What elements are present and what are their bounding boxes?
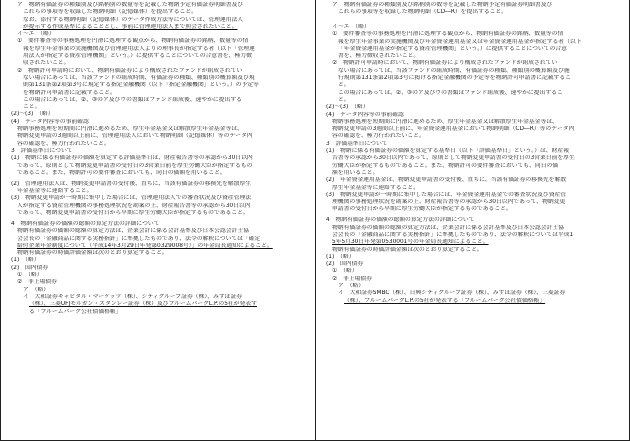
text-line: この場合にあっては、②、③のア及びウの書類はファンド組成後、速やかに提出する bbox=[23, 96, 242, 103]
text-line: 報を厚生年金事業の実施機関及び年金資金運用基金又は年金資金運用基金が指定する者（以下 bbox=[338, 38, 582, 45]
text-line: ① （略） bbox=[332, 268, 358, 275]
text-line: 物納事務処理を短期間に円滑に進めるため、厚生年金基金又は解散厚生年金基金等は、 bbox=[17, 126, 243, 133]
text-line: 物納有価証券の時価評価金額は次のとおり算定すること。 bbox=[332, 246, 483, 253]
text-line: (1) （略） bbox=[11, 257, 40, 264]
text-line: (4) データ内容等の事前確認 bbox=[326, 111, 404, 118]
text-line: (3) 物納変更申請が一時期に集中した場合には、年金資金運用基金での審査状況及び資産管 bbox=[326, 191, 567, 198]
text-line: る「ブルームバーグ公社債価格帳」 bbox=[29, 308, 122, 315]
text-line: 5年5月30日年発第0530001号の年金局長通知によること。 bbox=[332, 239, 489, 246]
text-line: 申請書の受付日から早期に厚生労働大臣が指定するものであること。 bbox=[332, 206, 512, 213]
text-line: ② 物納許可申請時において、物納有価証券により構成されたファンドが組成されてい bbox=[17, 67, 243, 74]
text-line: (1) 物納に係る有価証券の価額を算定する基準日（以下「評価基準日」という。）は、財産報 bbox=[326, 148, 569, 155]
text-line: 書を、極力徴収されたいこと。 bbox=[338, 53, 420, 60]
current-text-column bbox=[316, 0, 630, 440]
text-line: 人が指定する資産管理機関の事務処理状況を勘案の上、財産報告書等の承認から30日以内 bbox=[17, 202, 251, 209]
text-line: 額を用いること。 bbox=[332, 169, 379, 176]
text-line: 告書等の承認から30日以内であって、原則として物納変更申請書の受付日の3営業日前を厚生 bbox=[332, 155, 575, 162]
text-line: 則第131条第2項第3号に規定する指定金融機関（以下「指定金融機関」という。）の予定等 bbox=[23, 82, 259, 89]
text-line: ない場合にあっては、当該ファンドの組成時期、有価証券の種類、種類別の概算額及び規 bbox=[23, 74, 255, 81]
text-line: ア 物納有価証券の種類別及び銘柄別の数量等を記載した物納予定有価証券明細書及び bbox=[17, 2, 244, 8]
text-line: 会会長の「金融商品に関する実務指針」に準拠したものであり、法令の解釈については平成1 bbox=[332, 231, 574, 238]
text-line: 収されたいこと。 bbox=[23, 60, 70, 67]
revised-text-column bbox=[1, 0, 315, 440]
text-line: 理機関の事務処理状況を勘案の上、財産報告書等の承認から30日以内であって、物納変更 bbox=[332, 199, 566, 206]
text-line: ア （略） bbox=[23, 286, 50, 293]
text-line: を物納許可申請書に記載すること。 bbox=[23, 89, 116, 96]
text-line: これらの事項等を収録した物納明細（CD―R）を提出すること。 bbox=[338, 9, 508, 16]
text-line: であって、原則として物納変更申請書の受付日の3営業日前を厚生労働大臣が指定するもの bbox=[17, 162, 253, 169]
text-line: ない場合にあっては、当該ファンドの組成時期、有価証券の種類、種類別の概算額及び施 bbox=[338, 67, 570, 74]
text-line: 物納有価証券の時価評価金額は次のとおり算定すること。 bbox=[17, 250, 168, 257]
text-line: 4 物納有価証券の価額の総額の算定方法の詳細について bbox=[326, 217, 475, 224]
text-line: イ 大和証券SMBC（株）、日興シティグループ証券（株）、みずほ証券（株）、三菱証券 bbox=[338, 290, 566, 297]
text-line: (2)～(3) （略） bbox=[326, 104, 369, 111]
text-line: 物納有価証券の価額の総額の算定方法は、企業会計に係る会計基準及び日本公認会計士協 bbox=[17, 228, 249, 235]
text-line: イ 大和証券キャピタル・マーケッツ（株）、シティグループ証券（株）、みずほ証券 bbox=[23, 293, 243, 300]
text-line: 報を厚生年金事業の実施機関及び管理運用法人よりの理事長が指定する者（以下「管理運 bbox=[23, 45, 255, 52]
text-line: 給付企業年金制度について（平成14年3月29日年発第0329008号）」の年金局長通知によること。 bbox=[17, 242, 273, 249]
text-line: この場合にあっては、②、③のア及びウの書類はファンド組成後、速やかに提出するこ bbox=[338, 89, 563, 96]
text-line: 容の確認を、極力行われたいこと。 bbox=[332, 133, 425, 140]
text-line: 3 評価基準日について bbox=[11, 147, 73, 154]
text-line: と。 bbox=[338, 96, 350, 103]
text-line: ② 非上場債券 bbox=[332, 275, 372, 282]
text-line: ア 物納有価証券の種類別及び銘柄別の数等を記載した物納予定有価証券明細書及び bbox=[332, 2, 553, 8]
text-line: であって、物納変更申請書の受付日から早期に厚生労働大臣が指定するものであること。 bbox=[17, 210, 249, 216]
text-line: なお、添付する物納明細（記憶媒体）のデータ作成方法等については、管理運用法人 bbox=[23, 16, 244, 23]
text-line: 用法人が指定する資産管理機関」という。）に提供することについての合意書を、極力徴 bbox=[23, 53, 252, 60]
text-line: (4) データ内容等の事前確認 bbox=[11, 118, 89, 125]
text-line: 3 評価基準日について bbox=[326, 140, 388, 147]
text-line: ア （略） bbox=[338, 283, 365, 290]
text-line: 4 物納有価証券の価額の総額の算定方法の詳細について bbox=[11, 220, 160, 227]
text-line: 容の確認を、極力行われたいこと。 bbox=[17, 140, 110, 147]
text-line: イ～エ （略） bbox=[332, 23, 370, 30]
text-line: (2) 国内債券 bbox=[326, 261, 364, 268]
text-line: ① 要件審査等の事務処理を円滑に処理する観点から、物納有価証券の銘柄、数量等の情 bbox=[17, 38, 249, 45]
text-line: 年金基金等に連絡すること。 bbox=[17, 188, 93, 195]
text-line: (2) 管理運用法人は、物納変更申請書の受付後、直ちに、当該有価証券の移換先を解散厚生 bbox=[11, 180, 252, 187]
text-line: (1) （略） bbox=[326, 253, 355, 260]
text-line: (3) 物納変更申請が一時期に集中した場合には、管理運用法人での審査状況及び資産管理法 bbox=[11, 195, 252, 202]
text-line: 労働大臣が指定するものであること。また、物納許可の要件審査においても、同日の価 bbox=[332, 162, 559, 169]
text-line: (2) 国内債券 bbox=[11, 264, 49, 271]
text-line: こと。 bbox=[23, 104, 41, 111]
text-line: ② 非上場債券 bbox=[17, 279, 57, 286]
text-line: (2) 年金資金運用基金は、物納変更申請書の受付後、直ちに、当該有価証券の移換先を解散 bbox=[326, 177, 567, 184]
text-line: ② 物納許可申請時において、物納有価証券により構成されたファンドが組成されてい bbox=[332, 60, 558, 67]
text-line: 物納事務処理を短期間に円滑に進めるため、厚生年金基金又は解散厚生年金基金等は、 bbox=[332, 118, 558, 125]
text-line: 物納変更申請の3週間以上前に、管理運用法人において物納明細（記憶媒体）等のデータ内 bbox=[17, 133, 253, 140]
text-line: 会会長の「金融商品に関する実務指針」に準拠したものであり、法令の解釈については「確定 bbox=[17, 235, 261, 242]
text-line: （株）、三菱UFJモルガン・スタンレー証券（株）及びブルームバーグL.P.の5社が発表す bbox=[29, 301, 257, 308]
text-line: 「年金資金運用基金が指定する資産管理機関」という。）に提供することについての合意 bbox=[338, 45, 567, 52]
text-line: （株）、ブルームバーグL.P.の5社が発表する「ブルームバーグ公社債価格帳」 bbox=[344, 297, 546, 304]
text-line: ① 要件審査等の事務処理を円滑に処理する観点から、物納有価証券の銘柄、数量等の情 bbox=[332, 31, 564, 38]
text-line: であること。また、物納許可の要件審査においても、同日の価額を用いること。 bbox=[17, 169, 226, 176]
text-line: 物納変更申請の3週間以上前に、年金資金運用基金において物納明細（CD―R）等のデータ内 bbox=[332, 126, 575, 133]
text-line: イ～エ （略） bbox=[17, 31, 55, 38]
text-line: (2)～(3) （略） bbox=[11, 111, 54, 118]
text-line: これらの事項等を収録した物納明細（記憶媒体）を提出すること。 bbox=[23, 9, 197, 16]
text-line: 行規則第131条第2項第3号に掲げる指定金融機関の予定等を物納許可申請書に記載するこ bbox=[338, 75, 571, 82]
text-line: 厚生年金基金等に連絡すること。 bbox=[332, 184, 419, 191]
text-line: ① （略） bbox=[17, 272, 43, 279]
text-line: が提示する作成基準によることとし、事前に管理運用法人まで照会されたいこと。 bbox=[23, 23, 238, 30]
text-line: (1) 物納に係る有価証券の価額を算定する評価基準日は、財産報告書等の承認から30日以内 bbox=[11, 155, 253, 162]
text-line: 物納有価証券の価額の総額の算定方法は、企業会計に係る会計基準及び日本公認会計士協 bbox=[332, 224, 564, 231]
text-line: と。 bbox=[338, 82, 350, 89]
